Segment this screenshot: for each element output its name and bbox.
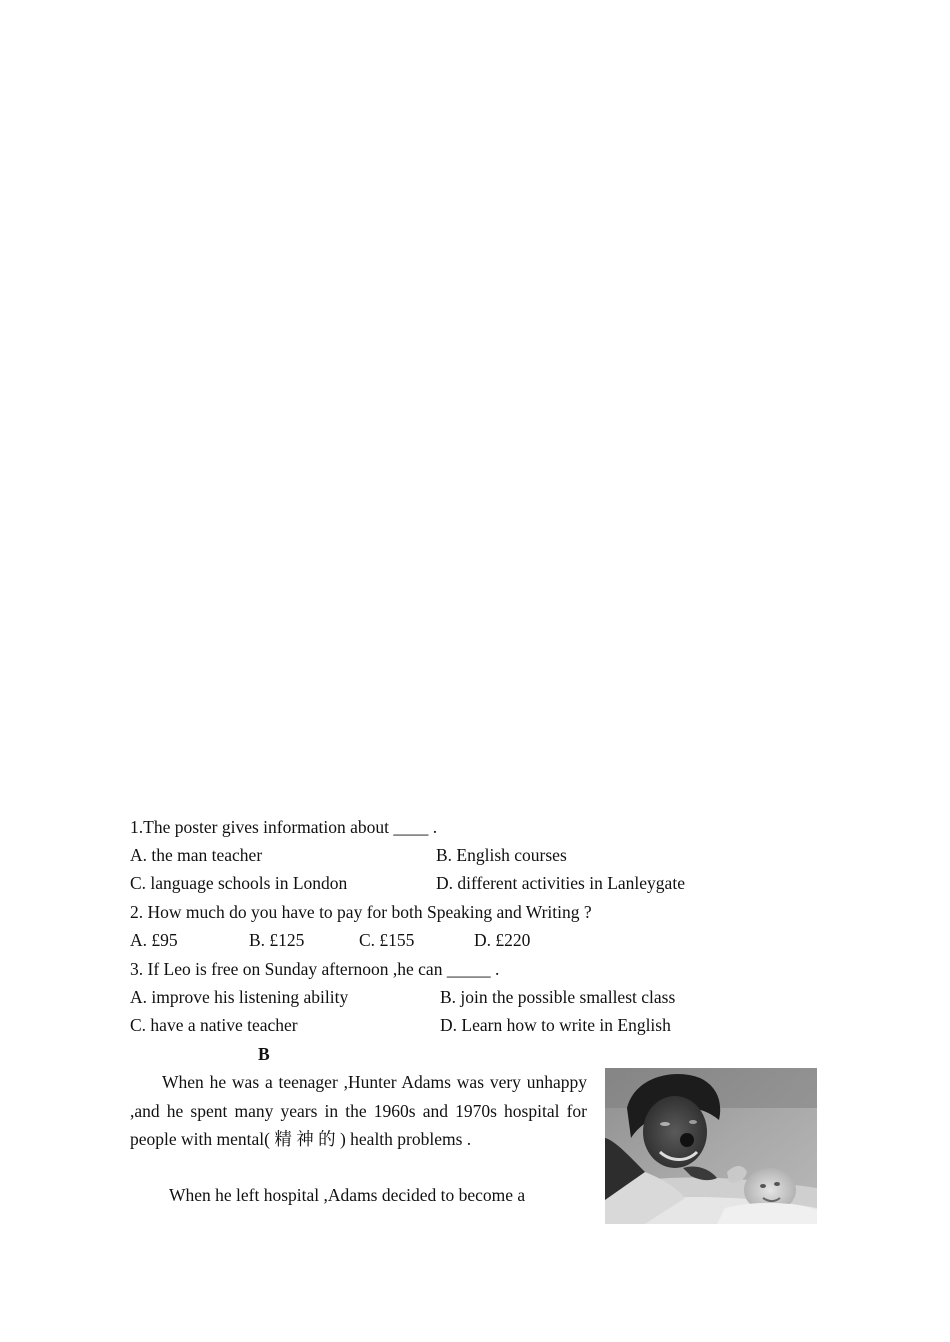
question-2-option-d: D. £220 xyxy=(474,930,531,950)
question-1-option-b: B. English courses xyxy=(436,845,567,865)
question-1-option-d: D. different activities in Lanleygate xyxy=(436,873,685,893)
article-photo xyxy=(605,1068,817,1224)
section-b-heading: B xyxy=(258,1044,270,1064)
question-3-option-b: B. join the possible smallest class xyxy=(440,987,676,1007)
section-b-paragraph-2-text: When he left hospital ,Adams decided to become a xyxy=(169,1185,526,1205)
question-1-stem: 1.The poster gives information about ____ . xyxy=(130,817,438,837)
section-b-paragraph-2 xyxy=(130,1181,587,1210)
question-3-option-d: D. Learn how to write in English xyxy=(440,1015,671,1035)
section-b-paragraph-1 xyxy=(130,1068,587,1154)
section-b-paragraph-1-text: When he was a teenager ,Hunter Adams was very unhappy ,and he spent many years in the 1960s and 1970s hospital for people with mental( 精 神 的 ) health problems . xyxy=(130,1072,587,1149)
question-2-option-b: B. £125 xyxy=(249,930,305,950)
question-2-option-c: C. £155 xyxy=(359,930,415,950)
question-3-stem: 3. If Leo is free on Sunday afternoon ,he can _____ . xyxy=(130,959,500,979)
question-3-option-a: A. improve his listening ability xyxy=(130,987,349,1007)
question-1-option-c: C. language schools in London xyxy=(130,873,348,893)
question-2-stem: 2. How much do you have to pay for both Speaking and Writing ? xyxy=(130,902,592,922)
question-3-option-c: C. have a native teacher xyxy=(130,1015,298,1035)
question-2-option-a: A. £95 xyxy=(130,930,178,950)
question-1-option-a: A. the man teacher xyxy=(130,845,263,865)
